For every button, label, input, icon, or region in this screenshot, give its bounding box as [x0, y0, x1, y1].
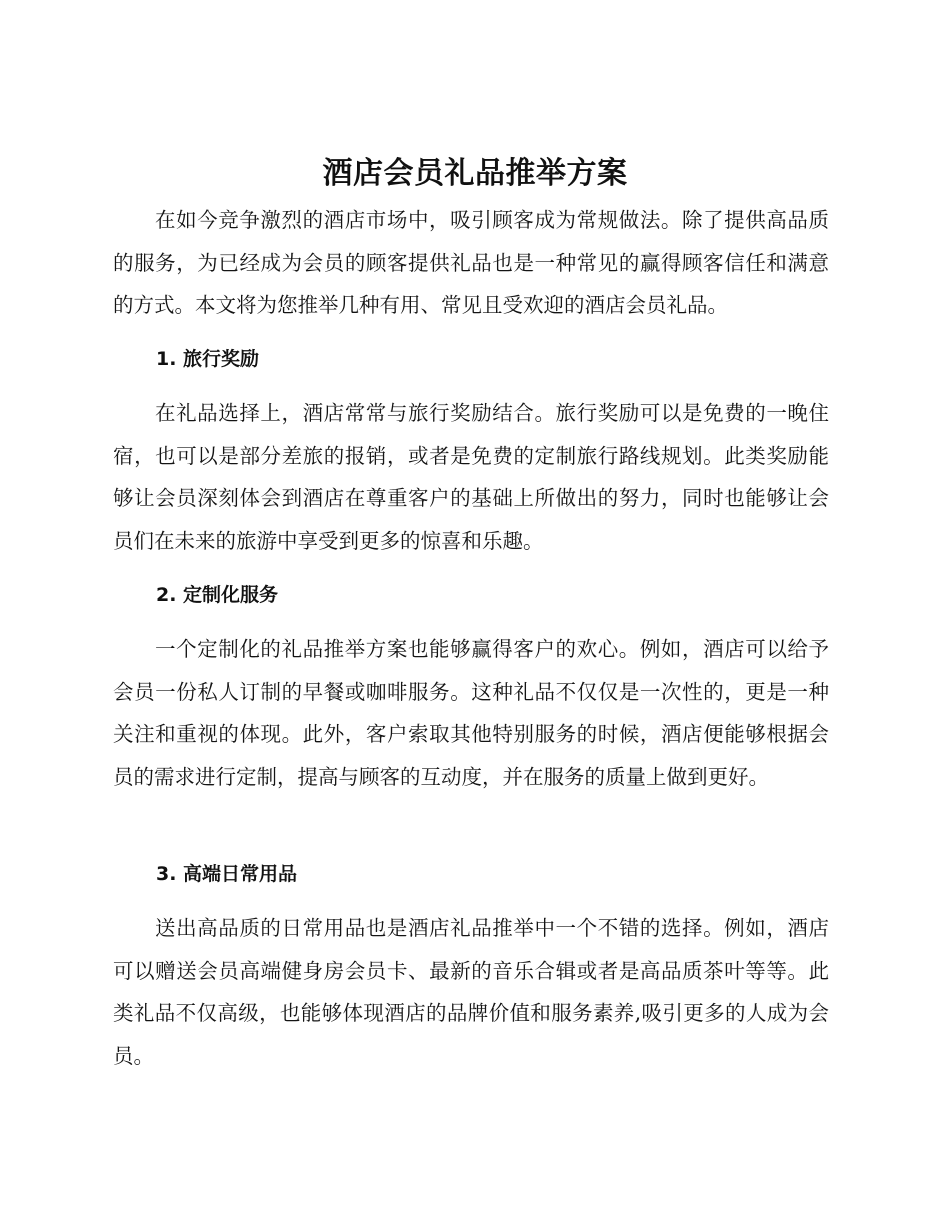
- section-heading-travel-rewards: 1. 旅行奖励: [156, 348, 260, 370]
- section-body-custom-service: 一个定制化的礼品推举方案也能够赢得客户的欢心。例如，酒店可以给予会员一份私人订制的早餐或咖啡服务。这种礼品不仅仅是一次性的，更是一种关注和重视的体现。此外，客户索取其他特别服务的时候，酒店便能够根据会员的需求进行定制，提高与顾客的互动度，并在服务的质量上做到更好。: [113, 637, 829, 789]
- intro-paragraph: 在如今竞争激烈的酒店市场中，吸引顾客成为常规做法。除了提供高品质的服务，为已经成为会员的顾客提供礼品也是一种常见的赢得顾客信任和满意的方式。本文将为您推举几种有用、常见且受欢迎的酒店会员礼品。: [113, 208, 829, 317]
- section-heading-premium-goods: 3. 高端日常用品: [156, 863, 298, 885]
- section-body-premium-goods: 送出高品质的日常用品也是酒店礼品推举中一个不错的选择。例如，酒店可以赠送会员高端健身房会员卡、最新的音乐合辑或者是高品质茶叶等等。此类礼品不仅高级，也能够体现酒店的品牌价值和服务素养,吸引更多的人成为会员。: [113, 916, 829, 1068]
- section-body-travel-rewards: 在礼品选择上，酒店常常与旅行奖励结合。旅行奖励可以是免费的一晚住宿，也可以是部分差旅的报销，或者是免费的定制旅行路线规划。此类奖励能够让会员深刻体会到酒店在尊重客户的基础上所做出的努力，同时也能够让会员们在未来的旅游中享受到更多的惊喜和乐趣。: [113, 401, 829, 553]
- document-title: 酒店会员礼品推举方案: [322, 156, 628, 191]
- section-heading-custom-service: 2. 定制化服务: [156, 584, 279, 606]
